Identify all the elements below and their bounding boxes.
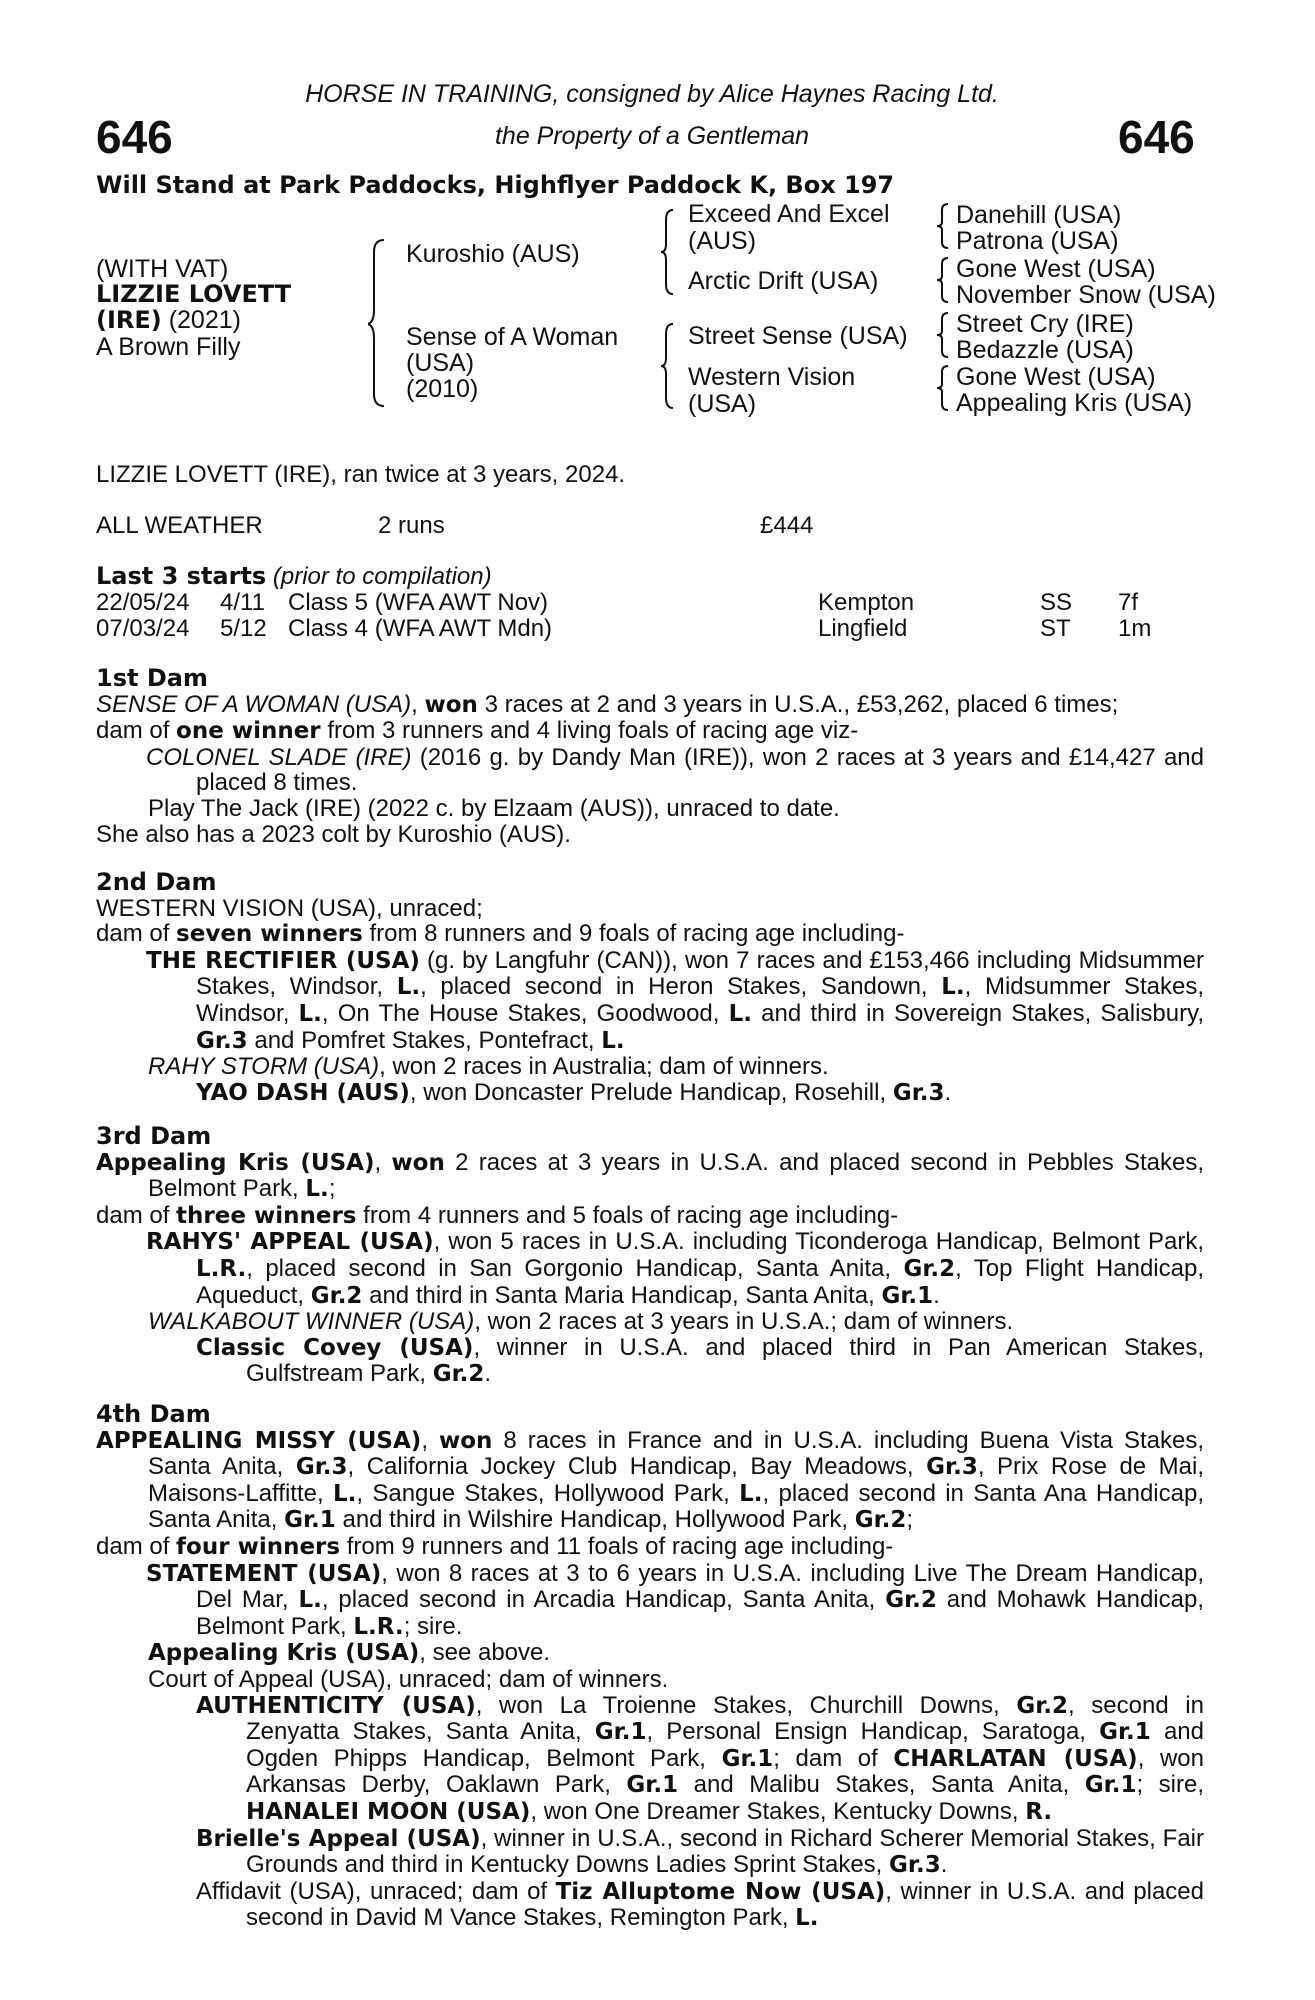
start-going: ST: [1040, 615, 1071, 642]
t: from 4 runners and 5 foals of racing age including-: [356, 1201, 899, 1229]
progeny-rahys-appeal: [96, 1229, 1204, 1309]
grade: Gr.2: [1016, 1692, 1068, 1719]
grade: R.: [1025, 1798, 1053, 1825]
t: , winner in U.S.A. and placed second in David M Vance Stakes, Remington Park,: [246, 1877, 1204, 1932]
pedigree-dam-1: Sense of A Woman: [406, 323, 619, 351]
t: , won Arkansas Derby, Oaklawn Park,: [246, 1744, 1204, 1799]
grade: Gr.1: [284, 1507, 336, 1534]
t: and Pomfret Stakes, Pontefract,: [247, 1026, 602, 1054]
third-dam-heading: 3rd Dam: [96, 1122, 212, 1150]
third-dam-produce: [96, 1203, 1204, 1230]
winners-count: three winners: [176, 1202, 357, 1229]
progeny-yao-dash: [96, 1080, 1204, 1107]
progeny-name: Classic Covey (USA): [196, 1334, 474, 1361]
progeny-brielles-appeal: [96, 1826, 1204, 1879]
first-dam-note: She also has a 2023 colt by Kuroshio (AUS).: [96, 820, 571, 848]
t: , won 5 races in U.S.A. including Ticonderoga Handicap, Belmont Park,: [433, 1228, 1204, 1256]
grade: L.: [728, 1000, 752, 1027]
grade: L.R.: [196, 1255, 247, 1282]
last-starts-heading: [96, 564, 492, 590]
t: ;: [906, 1506, 914, 1534]
pedigree-gg-7: Gone West (USA): [956, 363, 1156, 391]
stand-location: Will Stand at Park Paddocks, Highflyer Paddock K, Box 197: [96, 171, 895, 199]
pedigree-dam-sire: Street Sense (USA): [688, 322, 908, 350]
t: from 9 runners and 11 foals of racing age including-: [340, 1532, 894, 1560]
progeny-text: (2016 g. by Dandy Man (IRE)), won 2 races at 3 years and £14,427 and placed 8 times.: [196, 743, 1204, 797]
lot-number-left: 646: [96, 111, 173, 163]
fourth-dam-record: APPEALING MISSY (USA), won 8 races in France and in U.S.A. including Buena Vista Stakes, Santa Anita, Gr.3, California Jockey Club Handicap, Bay Meadows, Gr.3, Prix Rose de Mai, Maisons-Laffitte, L., Sangue Stakes, Hollywood Park, L., placed second in Santa Ana Handicap, Santa Anita, Gr.1 and third in Wilshire Handicap, Hollywood Park, Gr.2;: [96, 1426, 1205, 1534]
pedigree-gg-4: November Snow (USA): [956, 281, 1216, 309]
t: and third in Wilshire Handicap, Hollywood Park,: [335, 1506, 855, 1534]
t: ; dam of: [773, 1744, 894, 1772]
t: and Mohawk Handicap, Belmont Park,: [196, 1586, 1204, 1640]
text: from 8 runners and 9 foals of racing age including-: [362, 920, 905, 948]
grade: L.: [795, 1905, 819, 1932]
t: , won One Dreamer Stakes, Kentucky Downs,: [530, 1797, 1026, 1825]
t: , won 2 races in Australia; dam of winners.: [379, 1053, 829, 1081]
progeny-affidavit: [96, 1879, 1204, 1932]
start-distance: 1m: [1118, 615, 1152, 642]
pedigree-dam-dam-1: Western Vision: [688, 363, 856, 391]
start-race: Class 4 (WFA AWT Mdn): [288, 615, 553, 642]
progeny-colonel-slade: [96, 745, 1204, 796]
last-starts-title: Last 3 starts: [96, 562, 267, 590]
text: dam of: [96, 717, 177, 745]
progeny-appealing-kris: [96, 1640, 1204, 1667]
horse-description: A Brown Filly: [96, 333, 241, 361]
fourth-dam-produce: [96, 1534, 1204, 1561]
progeny-name: YAO DASH (AUS): [196, 1079, 410, 1106]
horse-vat: (WITH VAT): [96, 255, 229, 283]
horse-name: LIZZIE LOVETT: [96, 280, 292, 308]
pedigree-brace-sire: [660, 208, 676, 296]
grade: Gr.3: [889, 1852, 941, 1879]
start-date: 22/05/24: [96, 589, 190, 616]
t: , won 8 races at 3 to 6 years in U.S.A. including Live The Dream Handicap, Del Mar,: [196, 1559, 1204, 1614]
grade: Gr.1: [1084, 1772, 1137, 1799]
progeny-name: HANALEI MOON (USA): [246, 1798, 531, 1825]
start-going: SS: [1040, 589, 1073, 616]
grade: Gr.1: [1099, 1719, 1151, 1746]
pedigree-brace-g4: [936, 364, 950, 412]
horse-year: (2021): [161, 306, 241, 334]
pedigree-sire-dam: Arctic Drift (USA): [688, 267, 879, 295]
t: .: [484, 1360, 492, 1388]
t: Affidavit (USA), unraced; dam of: [196, 1877, 556, 1905]
t: dam of: [96, 1532, 177, 1560]
t: and Malibu Stakes, Santa Anita,: [678, 1771, 1085, 1799]
grade: L.: [739, 1480, 763, 1507]
pedigree-brace-g2: [936, 256, 950, 304]
progeny-name: WALKABOUT WINNER (USA): [148, 1308, 475, 1336]
t: .: [944, 1078, 952, 1106]
grade: L.: [941, 974, 965, 1001]
progeny-name: Tiz Alluptome Now (USA): [555, 1878, 886, 1905]
t: , California Jockey Club Handicap, Bay Meadows,: [347, 1453, 927, 1481]
winners-count: four winners: [176, 1533, 341, 1560]
third-dam-record: Appealing Kris (USA), won 2 races at 3 years in U.S.A. and placed second in Pebbles Stakes, Belmont Park, L.;: [96, 1148, 1204, 1203]
progeny-name: STATEMENT (USA): [146, 1560, 382, 1587]
race-summary: LIZZIE LOVETT (IRE), ran twice at 3 years, 2024.: [96, 461, 626, 488]
grade: Gr.2: [903, 1255, 956, 1282]
last-starts-note: (prior to compilation): [266, 563, 492, 590]
progeny-walkabout-winner: [96, 1309, 1204, 1335]
pedigree-dam-2: (USA): [406, 349, 475, 377]
dam-record-text: 3 races at 2 and 3 years in U.S.A., £53,262, placed 6 times;: [477, 690, 1119, 718]
t: 8 races in France and in U.S.A. including Buena Vista Stakes, Santa Anita,: [148, 1426, 1204, 1481]
pedigree-brace-main: [368, 238, 388, 408]
grade: L.: [396, 974, 421, 1001]
t: ;: [328, 1175, 336, 1203]
grade: L.: [601, 1027, 625, 1054]
t: .: [933, 1281, 940, 1309]
text: from 3 runners and 4 living foals of racing age viz-: [320, 717, 859, 745]
progeny-name: COLONEL SLADE (IRE): [146, 743, 412, 771]
lot-number-right: 646: [1118, 111, 1195, 163]
grade: Gr.2: [432, 1361, 485, 1388]
first-dam-section: [96, 666, 1204, 847]
t: , placed second in Heron Stakes, Sandown,: [420, 973, 942, 1001]
winners-count: seven winners: [176, 921, 363, 948]
t: , won 2 races at 3 years in U.S.A.; dam of winners.: [474, 1308, 1014, 1336]
fourth-dam-section: [96, 1402, 1204, 1932]
t: , Midsummer Stakes, Windsor,: [196, 973, 1204, 1027]
pedigree-gg-5: Street Cry (IRE): [956, 310, 1134, 338]
t: , placed second in Arcadia Handicap, Santa Anita,: [321, 1586, 886, 1614]
horse-country-year: [96, 307, 241, 333]
grade: L.: [332, 1480, 357, 1507]
t: ; sire.: [403, 1612, 463, 1640]
t: dam of: [96, 1201, 177, 1229]
progeny-name: Appealing Kris (USA): [148, 1640, 420, 1667]
grade: Gr.1: [594, 1719, 647, 1746]
t: , Personal Ensign Handicap, Saratoga,: [646, 1718, 1100, 1746]
pedigree-gg-2: Patrona (USA): [956, 227, 1119, 255]
consignor-line: HORSE IN TRAINING, consigned by Alice Haynes Racing Ltd.: [305, 80, 999, 108]
pedigree-gg-6: Bedazzle (USA): [956, 336, 1134, 364]
grade: Gr.3: [892, 1079, 945, 1106]
horse-country: (IRE): [96, 306, 162, 334]
t: and third in Sovereign Stakes, Salisbury,: [752, 999, 1205, 1027]
grade: L.: [298, 1587, 322, 1614]
first-dam-record: SENSE OF A WOMAN (USA), won 3 races at 2 and 3 years in U.S.A., £53,262, placed 6 times;: [96, 690, 1119, 718]
t: , won Doncaster Prelude Handicap, Rosehill,: [409, 1078, 893, 1106]
progeny-authenticity: [96, 1693, 1204, 1826]
t: , On The House Stakes, Goodwood,: [321, 999, 729, 1027]
first-dam-produce: [96, 718, 1204, 745]
grade: L.: [298, 1000, 322, 1027]
first-dam-heading: 1st Dam: [96, 664, 208, 692]
t: , Prix Rose de Mai, Maisons-Laffitte,: [148, 1453, 1205, 1507]
grade: Gr.1: [881, 1282, 934, 1309]
t: and Ogden Phipps Handicap, Belmont Park,: [246, 1718, 1204, 1772]
record-runs: 2 runs: [378, 512, 445, 539]
grade: Gr.1: [626, 1772, 679, 1799]
progeny-court-of-appeal: Court of Appeal (USA), unraced; dam of winners.: [148, 1665, 669, 1693]
pedigree-sire: Kuroshio (AUS): [406, 240, 580, 268]
third-dam-section: [96, 1124, 1204, 1388]
won-label: won: [438, 1427, 493, 1454]
progeny-play-the-jack: Play The Jack (IRE) (2022 c. by Elzaam (AUS)), unraced to date.: [148, 794, 840, 822]
text: dam of: [96, 920, 177, 948]
progeny-statement: [96, 1561, 1204, 1641]
winners-count: one winner: [176, 718, 321, 745]
grade: Gr.3: [295, 1454, 348, 1481]
won-label: won: [391, 1149, 445, 1176]
pedigree-brace-dam: [660, 322, 676, 410]
t: , Sangue Stakes, Hollywood Park,: [356, 1479, 740, 1507]
second-dam-heading: 2nd Dam: [96, 868, 217, 896]
grade: L.: [305, 1176, 329, 1203]
progeny-name: CHARLATAN (USA): [893, 1745, 1138, 1772]
t: (g. by Langfuhr (CAN)), won 7 races and £153,466 including Midsummer Stakes, Windsor,: [196, 946, 1204, 1001]
pedigree-brace-g3: [936, 311, 950, 359]
pedigree-sire-sire-2: (AUS): [688, 227, 757, 255]
progeny-name: RAHY STORM (USA): [148, 1053, 380, 1081]
grade: Gr.2: [854, 1507, 907, 1534]
grade: Gr.1: [721, 1745, 774, 1772]
progeny-name: RAHYS' APPEAL (USA): [146, 1229, 434, 1256]
record-surface: ALL WEATHER: [96, 512, 263, 539]
pedigree-gg-3: Gone West (USA): [956, 255, 1156, 283]
second-dam-produce: [96, 921, 1204, 948]
t: , won La Troienne Stakes, Churchill Downs,: [475, 1691, 1017, 1719]
pedigree-gg-1: Danehill (USA): [956, 201, 1122, 229]
property-line: the Property of a Gentleman: [494, 122, 810, 150]
start-date: 07/03/24: [96, 615, 190, 642]
progeny-rahy-storm: [96, 1054, 1204, 1080]
grade: L.R.: [353, 1613, 404, 1640]
start-race: Class 5 (WFA AWT Nov): [288, 589, 549, 616]
pedigree-dam-dam-2: (USA): [688, 390, 757, 418]
t: and third in Santa Maria Handicap, Santa Anita,: [362, 1281, 882, 1309]
fourth-dam-heading: 4th Dam: [96, 1400, 211, 1428]
t: , Top Flight Handicap, Aqueduct,: [196, 1254, 1204, 1309]
start-course: Kempton: [818, 589, 915, 616]
grade: Gr.2: [885, 1587, 937, 1614]
grade: Gr.3: [196, 1027, 248, 1054]
pedigree-gg-8: Appealing Kris (USA): [956, 389, 1193, 417]
t: , see above.: [419, 1639, 551, 1667]
pedigree-dam-3: (2010): [406, 375, 479, 403]
dam-name: Appealing Kris (USA): [96, 1149, 375, 1176]
t: , second in Zenyatta Stakes, Santa Anita,: [246, 1691, 1204, 1746]
progeny-name: Brielle's Appeal (USA): [196, 1825, 481, 1852]
record-earnings: £444: [760, 512, 814, 539]
pedigree-sire-sire-1: Exceed And Excel: [688, 200, 890, 228]
dam-name: SENSE OF A WOMAN (USA): [96, 690, 412, 718]
progeny-classic-covey: [96, 1335, 1204, 1388]
t: .: [940, 1851, 948, 1879]
dam-name: APPEALING MISSY (USA): [96, 1427, 422, 1454]
start-position: 5/12: [220, 615, 267, 642]
progeny-name: THE RECTIFIER (USA): [146, 947, 420, 974]
t: 2 races at 3 years in U.S.A. and placed second in Pebbles Stakes, Belmont Park,: [148, 1148, 1204, 1203]
won-label: won: [424, 691, 478, 718]
pedigree-brace-g1: [936, 202, 950, 250]
grade: Gr.3: [926, 1454, 978, 1481]
second-dam-record: WESTERN VISION (USA), unraced;: [96, 894, 483, 922]
start-course: Lingfield: [818, 615, 908, 642]
t: , winner in U.S.A., second in Richard Scherer Memorial Stakes, Fair Grounds and third in Kentucky Downs Ladies Sprint Stakes,: [246, 1824, 1205, 1879]
progeny-name: AUTHENTICITY (USA): [196, 1692, 476, 1719]
start-distance: 7f: [1118, 589, 1139, 616]
progeny-the-rectifier: [96, 948, 1204, 1054]
t: ; sire,: [1136, 1771, 1204, 1799]
second-dam-section: [96, 870, 1204, 1106]
t: , placed second in Santa Ana Handicap, Santa Anita,: [148, 1479, 1205, 1534]
t: , placed second in San Gorgonio Handicap, Santa Anita,: [246, 1254, 904, 1282]
t: , winner in U.S.A. and placed third in Pan American Stakes, Gulfstream Park,: [246, 1333, 1204, 1388]
start-position: 4/11: [220, 589, 265, 616]
grade: Gr.2: [310, 1282, 363, 1309]
